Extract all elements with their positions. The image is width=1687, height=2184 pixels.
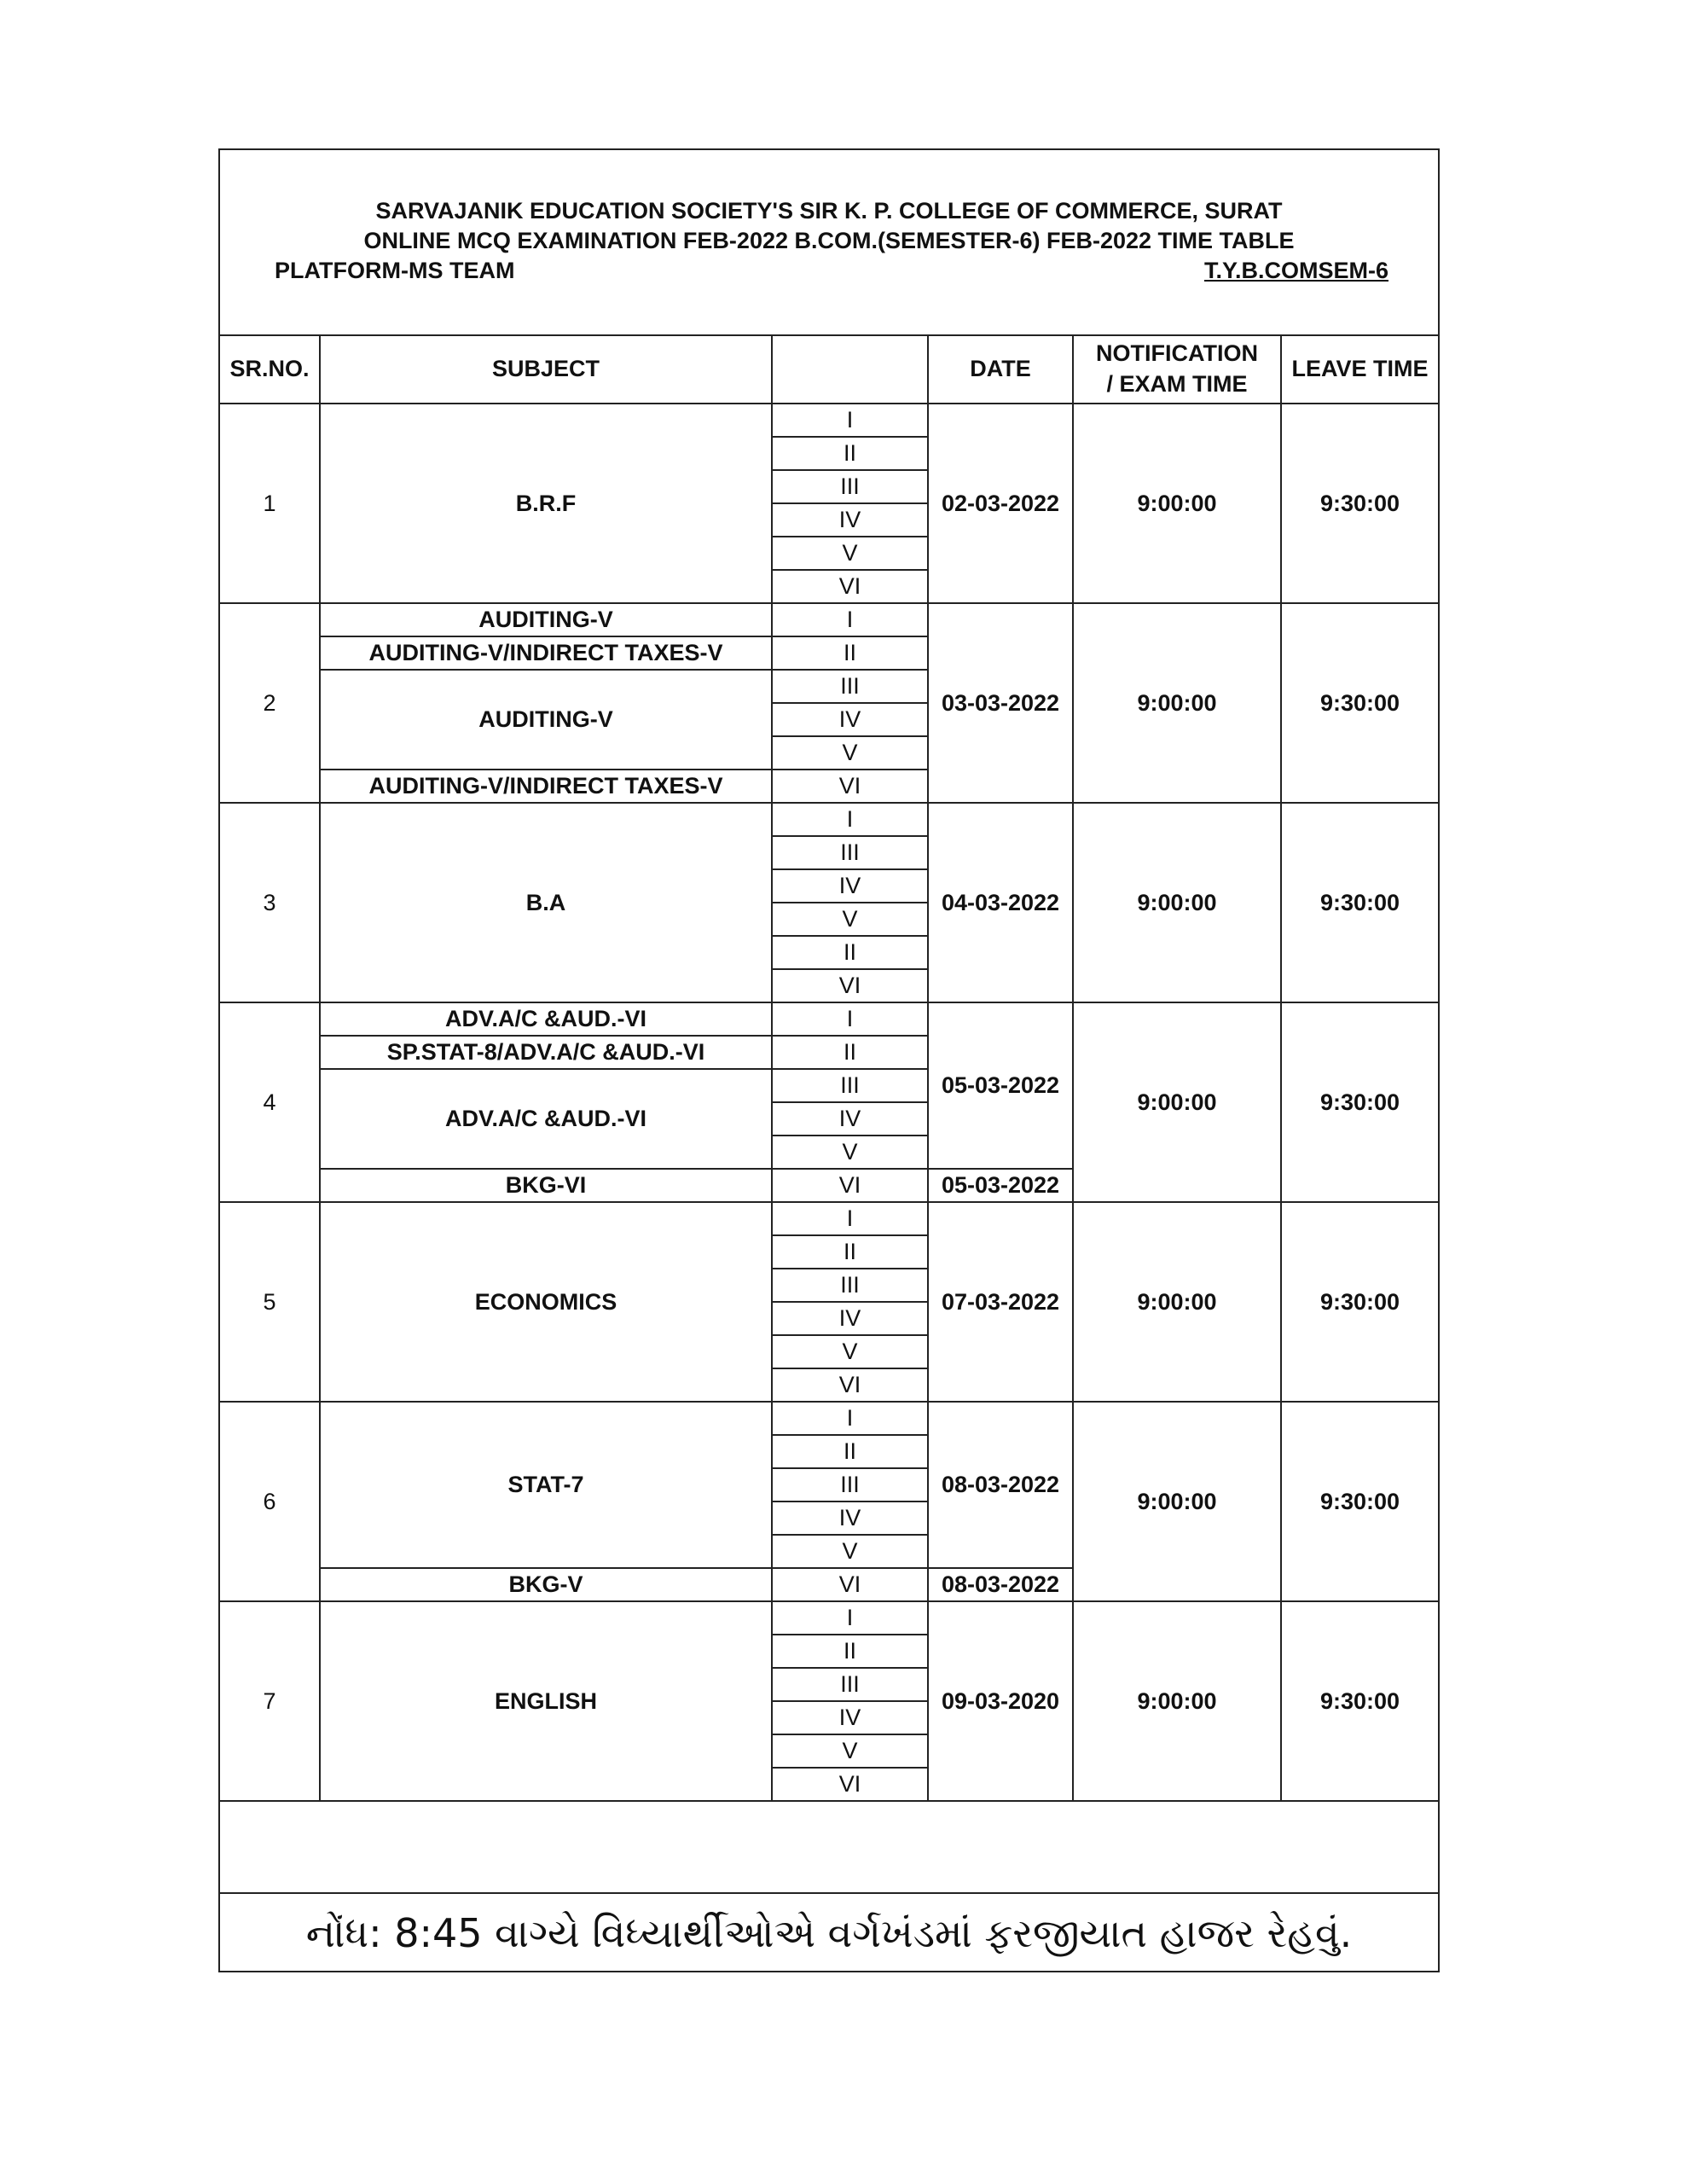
college-title: SARVAJANIK EDUCATION SOCIETY'S SIR K. P. COLLEGE OF COMMERCE, SURAT	[375, 198, 1283, 224]
timetable	[220, 334, 1438, 1802]
subject-cell: ADV.A/C &AUD.-VI	[320, 1002, 772, 1036]
sr-no: 1	[220, 404, 320, 603]
division-cell: VI	[772, 1568, 928, 1601]
sr-no: 4	[220, 1002, 320, 1202]
table-row	[220, 1002, 1438, 1036]
subject-cell: AUDITING-V	[320, 670, 772, 770]
subject-cell: SP.STAT-8/ADV.A/C &AUD.-VI	[320, 1036, 772, 1069]
table-row	[220, 1601, 1438, 1635]
division-cell: II	[772, 1036, 928, 1069]
division-cell: IV	[772, 869, 928, 903]
division-cell: VI	[772, 1368, 928, 1402]
subject-cell: ENGLISH	[320, 1601, 772, 1801]
date-cell: 08-03-2022	[928, 1402, 1073, 1568]
date-cell: 08-03-2022	[928, 1568, 1073, 1601]
subject-cell: BKG-VI	[320, 1169, 772, 1202]
division-cell: III	[772, 1468, 928, 1502]
date-cell: 03-03-2022	[928, 603, 1073, 803]
division-cell: II	[772, 1435, 928, 1468]
division-cell: V	[772, 903, 928, 936]
timetable-sheet	[218, 148, 1440, 1972]
table-row	[220, 1202, 1438, 1235]
attendance-note	[220, 1892, 1438, 1974]
date-cell: 02-03-2022	[928, 404, 1073, 603]
division-cell: V	[772, 736, 928, 770]
division-cell: I	[772, 1402, 928, 1435]
leave-time-cell: 9:30:00	[1281, 1402, 1438, 1601]
date-cell: 05-03-2022	[928, 1002, 1073, 1169]
leave-time-cell: 9:30:00	[1281, 404, 1438, 603]
sr-no: 6	[220, 1402, 320, 1601]
subject-cell: B.A	[320, 803, 772, 1002]
division-cell: I	[772, 404, 928, 437]
division-cell: IV	[772, 1102, 928, 1136]
division-cell: III	[772, 1069, 928, 1102]
division-cell: VI	[772, 969, 928, 1002]
col-srno: SR.NO.	[220, 334, 320, 404]
subject-cell: AUDITING-V/INDIRECT TAXES-V	[320, 770, 772, 803]
subject-cell: BKG-V	[320, 1568, 772, 1601]
division-cell: I	[772, 1002, 928, 1036]
subject-cell: AUDITING-V/INDIRECT TAXES-V	[320, 636, 772, 670]
exam-time-cell: 9:00:00	[1073, 603, 1281, 803]
table-row	[220, 603, 1438, 636]
division-cell: VI	[772, 1169, 928, 1202]
sr-no: 2	[220, 603, 320, 803]
date-cell: 07-03-2022	[928, 1202, 1073, 1402]
exam-time-cell: 9:00:00	[1073, 803, 1281, 1002]
division-cell: IV	[772, 1701, 928, 1734]
division-cell: V	[772, 1136, 928, 1169]
subject-cell: AUDITING-V	[320, 603, 772, 636]
class-label: T.Y.B.COMSEM-6	[1203, 258, 1388, 283]
table-header-row	[220, 334, 1438, 404]
leave-time-cell: 9:30:00	[1281, 1601, 1438, 1801]
col-leave: LEAVE TIME	[1281, 334, 1438, 404]
date-cell: 04-03-2022	[928, 803, 1073, 1002]
subject-cell: STAT-7	[320, 1402, 772, 1568]
division-cell: III	[772, 670, 928, 703]
table-row	[220, 803, 1438, 836]
date-cell: 05-03-2022	[928, 1169, 1073, 1202]
exam-title: ONLINE MCQ EXAMINATION FEB-2022 B.COM.(SEMESTER-6) FEB-2022 TIME TABLE	[363, 228, 1295, 253]
exam-time-cell: 9:00:00	[1073, 1601, 1281, 1801]
division-cell: II	[772, 437, 928, 470]
attendance-note-text: નોંધ: 8:45 વાગ્યે વિધ્યાર્થીઓએ વર્ગખંડમાં ફરજીયાત હાજર રેહવું.	[305, 1910, 1353, 1956]
division-cell: IV	[772, 503, 928, 537]
leave-time-cell: 9:30:00	[1281, 1002, 1438, 1202]
division-cell: I	[772, 1202, 928, 1235]
division-cell: VI	[772, 770, 928, 803]
exam-time-cell: 9:00:00	[1073, 1002, 1281, 1202]
leave-time-cell: 9:30:00	[1281, 603, 1438, 803]
leave-time-cell: 9:30:00	[1281, 803, 1438, 1002]
division-cell: VI	[772, 1768, 928, 1801]
division-cell: III	[772, 1668, 928, 1701]
sr-no: 5	[220, 1202, 320, 1402]
division-cell: II	[772, 636, 928, 670]
subject-cell: B.R.F	[320, 404, 772, 603]
division-cell: IV	[772, 703, 928, 736]
division-cell: V	[772, 1535, 928, 1568]
col-date: DATE	[928, 334, 1073, 404]
date-cell: 09-03-2020	[928, 1601, 1073, 1801]
col-division	[772, 334, 928, 404]
platform-label: PLATFORM-MS TEAM	[275, 258, 515, 283]
subject-cell: ADV.A/C &AUD.-VI	[320, 1069, 772, 1169]
exam-time-cell: 9:00:00	[1073, 1402, 1281, 1601]
timetable-header	[220, 150, 1438, 336]
division-cell: V	[772, 1335, 928, 1368]
division-cell: I	[772, 803, 928, 836]
division-cell: III	[772, 836, 928, 869]
sr-no: 7	[220, 1601, 320, 1801]
exam-time-cell: 9:00:00	[1073, 1202, 1281, 1402]
division-cell: III	[772, 470, 928, 503]
division-cell: V	[772, 1734, 928, 1768]
division-cell: I	[772, 1601, 928, 1635]
division-cell: VI	[772, 570, 928, 603]
exam-time-cell: 9:00:00	[1073, 404, 1281, 603]
division-cell: IV	[772, 1502, 928, 1535]
table-row	[220, 404, 1438, 437]
col-subject: SUBJECT	[320, 334, 772, 404]
table-row	[220, 1402, 1438, 1435]
sr-no: 3	[220, 803, 320, 1002]
division-cell: II	[772, 1635, 928, 1668]
division-cell: IV	[772, 1302, 928, 1335]
division-cell: V	[772, 537, 928, 570]
division-cell: II	[772, 936, 928, 969]
division-cell: I	[772, 603, 928, 636]
division-cell: III	[772, 1269, 928, 1302]
division-cell: II	[772, 1235, 928, 1269]
leave-time-cell: 9:30:00	[1281, 1202, 1438, 1402]
col-notification: NOTIFICATION / EXAM TIME	[1073, 334, 1281, 404]
subject-cell: ECONOMICS	[320, 1202, 772, 1402]
